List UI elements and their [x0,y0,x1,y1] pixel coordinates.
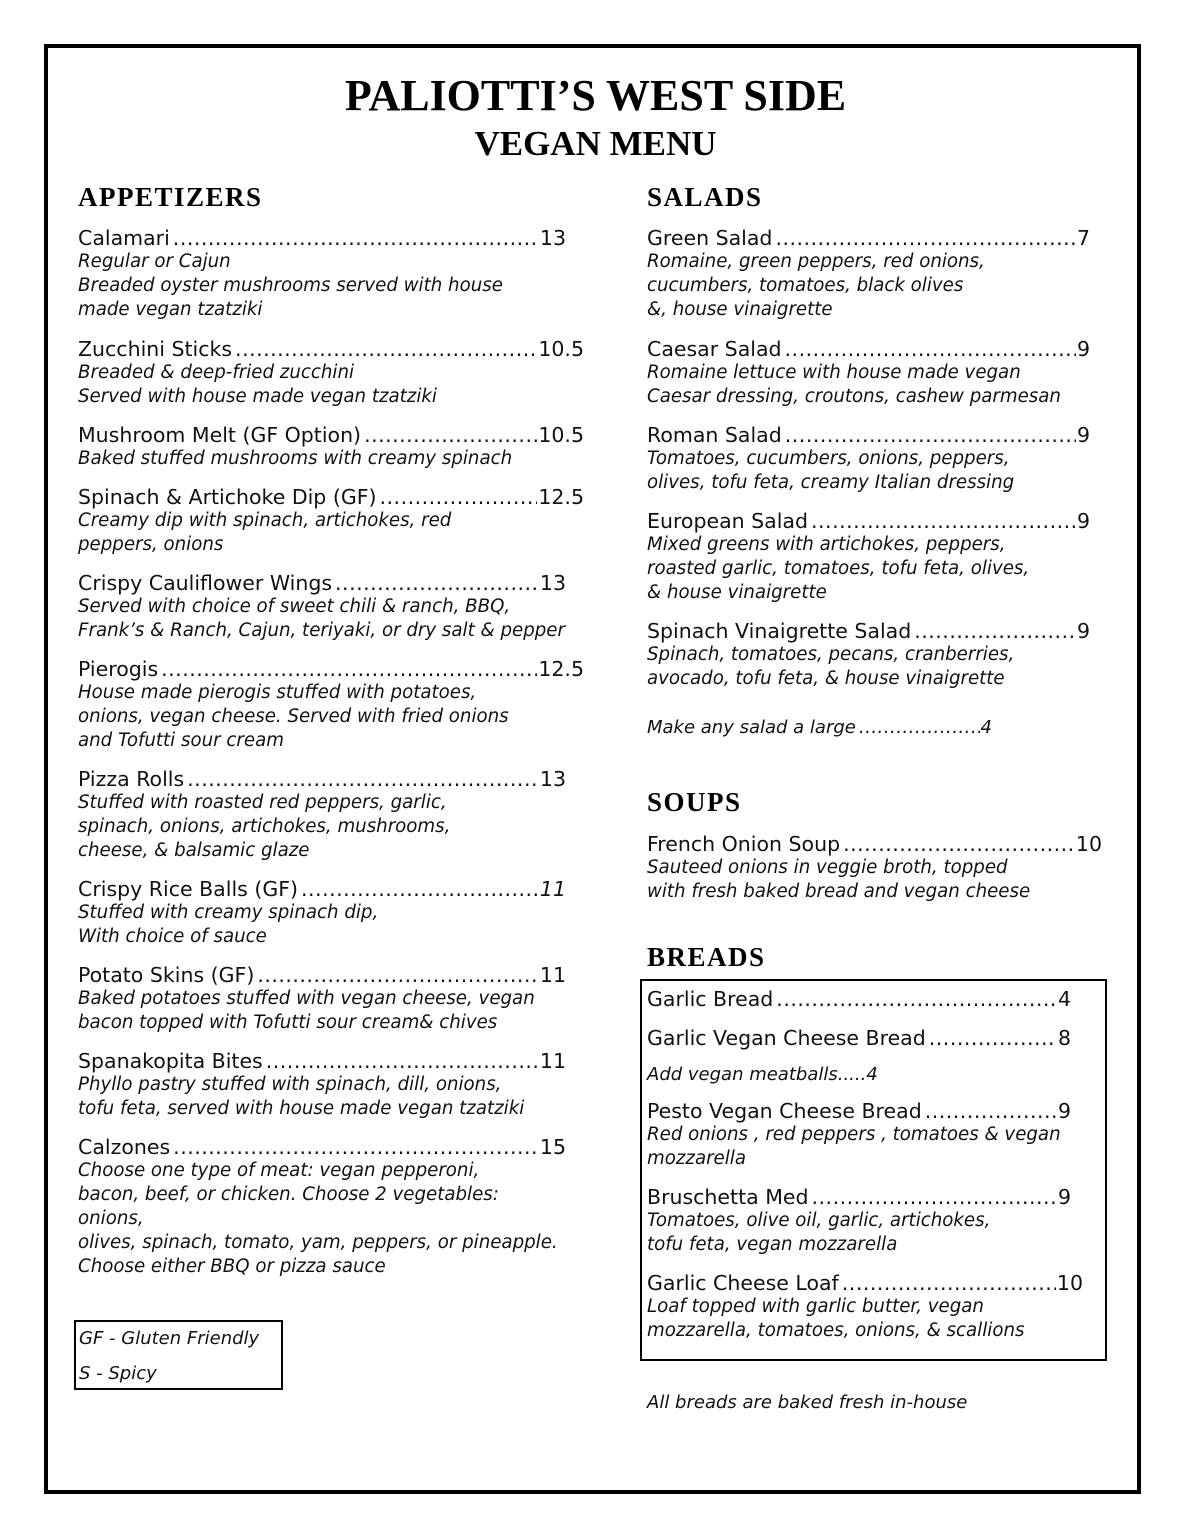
menu-item-caesar-salad [647,337,1090,409]
dot-leader [785,423,1076,447]
item-name: Spinach Vinaigrette Salad [647,619,912,643]
dot-leader [811,509,1076,533]
item-description: Sauteed onions in veggie broth, topped with fresh baked bread and vegan cheese [647,857,1031,902]
menu-item-spinach-vinaigrette-salad [647,619,1090,691]
item-price: 9 [1076,509,1090,533]
dot-leader [257,963,539,987]
dot-leader [301,877,539,901]
menu-item-european-salad [647,509,1090,605]
menu-item-crispy-rice-balls [78,877,566,949]
item-name: Crispy Rice Balls (GF) [78,877,299,901]
item-name: French Onion Soup [647,832,841,856]
item-price: 10 [1056,1271,1083,1295]
item-name: Pierogis [78,657,159,681]
item-description: Stuffed with roasted red peppers, garlic, spinach, onions, artichokes, mushrooms, cheese, & balsamic glaze [78,792,451,861]
menu-item-garlic-bread [647,987,1071,1011]
dot-leader [859,716,980,740]
salads-heading: SALADS [647,182,763,212]
menu-item-crispy-cauliflower-wings [78,571,566,643]
item-name: Bruschetta Med [647,1185,809,1209]
item-price: 9 [1076,337,1090,361]
item-price: 12.5 [538,657,584,681]
item-description: Served with choice of sweet chili & ranch, BBQ, Frank’s & Ranch, Cajun, teriyaki, or dry salt & pepper [78,596,565,641]
item-name: Caesar Salad [647,337,782,361]
menu-item-garlic-vegan-cheese-bread [647,1026,1071,1050]
item-description: Regular or Cajun Breaded oyster mushrooms served with house made vegan tzatziki [78,251,503,320]
dot-leader [775,226,1076,250]
item-price: 11 [539,877,566,901]
item-description: Stuffed with creamy spinach dip, With choice of sauce [78,902,379,947]
dot-leader [173,226,539,250]
dot-leader [335,571,539,595]
item-price: 11 [539,1049,566,1073]
item-name: Zucchini Sticks [78,337,233,361]
item-price: 4 [980,717,992,738]
menu-item-green-salad [647,226,1090,322]
dot-leader [785,337,1076,361]
item-description: Loaf topped with garlic butter, vegan mozzarella, tomatoes, onions, & scallions [647,1296,1025,1341]
dot-leader [812,1185,1057,1209]
item-price: 9 [1076,619,1090,643]
dot-leader [161,657,537,681]
item-description: Spinach, tomatoes, pecans, cranberries, avocado, tofu feta, & house vinaigrette [647,644,1015,689]
item-name: Calamari [78,226,170,250]
menu-item-bruschetta-med [647,1185,1071,1257]
breads-footer-note: All breads are baked fresh in-house [647,1392,968,1413]
item-price: 13 [539,571,566,595]
item-name: Mushroom Melt (GF Option) [78,423,362,447]
item-name: Garlic Cheese Loaf [647,1271,839,1295]
item-price: 12.5 [538,485,584,509]
item-description: Romaine, green peppers, red onions, cucumbers, tomatoes, black olives &, house vinaigrette [647,251,985,320]
menu-item-calzones [78,1135,566,1279]
menu-item-calamari [78,226,566,322]
item-price: 10 [1075,832,1102,856]
item-name: Potato Skins (GF) [78,963,255,987]
item-name: Calzones [78,1135,171,1159]
dot-leader [266,1049,539,1073]
item-description: Romaine lettuce with house made vegan Caesar dressing, croutons, cashew parmesan [647,362,1061,407]
item-price: 13 [539,226,566,250]
dot-leader [173,1135,539,1159]
menu-item-zucchini-sticks [78,337,584,409]
item-name: Make any salad a large [647,717,856,738]
menu-item-french-onion-soup [647,832,1102,904]
item-price: 4 [1057,987,1071,1011]
item-price: 9 [1057,1185,1071,1209]
breads-heading: BREADS [647,942,766,972]
dot-leader [187,767,539,791]
item-name: Roman Salad [647,423,782,447]
item-name: Crispy Cauliflower Wings [78,571,333,595]
menu-item-pizza-rolls [78,767,566,863]
item-price: 13 [539,767,566,791]
item-name: Garlic Bread [647,987,774,1011]
item-description: Tomatoes, olive oil, garlic, artichokes, tofu feta, vegan mozzarella [647,1210,991,1255]
item-description: Mixed greens with artichokes, peppers, roasted garlic, tomatoes, tofu feta, olives, & house vinaigrette [647,534,1030,603]
item-price: 8 [1057,1026,1071,1050]
appetizers-heading: APPETIZERS [78,182,263,212]
item-description: Creamy dip with spinach, artichokes, red peppers, onions [78,510,452,555]
dot-leader [842,1271,1056,1295]
menu-item-pierogis [78,657,584,753]
dot-leader [380,485,538,509]
legend-spicy: S - Spicy [79,1363,157,1384]
item-description: Tomatoes, cucumbers, onions, peppers, olives, tofu feta, creamy Italian dressing [647,448,1015,493]
item-name: European Salad [647,509,809,533]
salad-large-option [647,716,992,740]
item-description: Baked stuffed mushrooms with creamy spinach [78,448,513,469]
menu-item-spanakopita-bites [78,1049,566,1121]
item-price: 7 [1076,226,1090,250]
item-name: Spinach & Artichoke Dip (GF) [78,485,377,509]
restaurant-name: PALIOTTI’S WEST SIDE [344,71,847,120]
item-price: 15 [539,1135,566,1159]
item-name: Spanakopita Bites [78,1049,263,1073]
item-name: Garlic Vegan Cheese Bread [647,1026,926,1050]
item-name: Green Salad [647,226,773,250]
add-vegan-meatballs: Add vegan meatballs.....4 [647,1064,878,1085]
item-description: House made pierogis stuffed with potatoes, onions, vegan cheese. Served with fried onions and Tofutti sour cream [78,682,509,751]
menu-item-potato-skins [78,963,566,1035]
dot-leader [776,987,1057,1011]
item-name: Pesto Vegan Cheese Bread [647,1099,922,1123]
item-description: Choose one type of meat: vegan pepperoni, bacon, beef, or chicken. Choose 2 vegetables: onions, olives, spinach, tomato, yam, peppers, or pineapple. Choose either BBQ or pizza sauce [78,1160,558,1277]
item-price: 9 [1057,1099,1071,1123]
item-price: 11 [539,963,566,987]
soups-heading: SOUPS [647,787,742,817]
legend-gluten-friendly: GF - Gluten Friendly [79,1328,260,1349]
menu-title: VEGAN MENU [474,124,717,163]
item-name: Pizza Rolls [78,767,185,791]
dot-leader [364,423,537,447]
dot-leader [925,1099,1057,1123]
menu-item-garlic-cheese-loaf [647,1271,1083,1343]
menu-item-spinach-artichoke-dip [78,485,584,557]
legend-box [74,1320,283,1390]
menu-item-pesto-vegan-cheese-bread [647,1099,1071,1171]
dot-leader [914,619,1076,643]
item-description: Breaded & deep-fried zucchini Served with house made vegan tzatziki [78,362,437,407]
dot-leader [843,832,1075,856]
menu-item-roman-salad [647,423,1090,495]
menu-item-mushroom-melt [78,423,584,471]
item-description: Baked potatoes stuffed with vegan cheese, vegan bacon topped with Tofutti sour cream& chives [78,988,535,1033]
item-price: 9 [1076,423,1090,447]
dot-leader [929,1026,1057,1050]
dot-leader [235,337,537,361]
item-price: 10.5 [538,337,584,361]
item-description: Red onions , red peppers , tomatoes & vegan mozzarella [647,1124,1061,1169]
item-price: 10.5 [538,423,584,447]
item-description: Phyllo pastry stuffed with spinach, dill, onions, tofu feta, served with house made vegan tzatziki [78,1074,525,1119]
